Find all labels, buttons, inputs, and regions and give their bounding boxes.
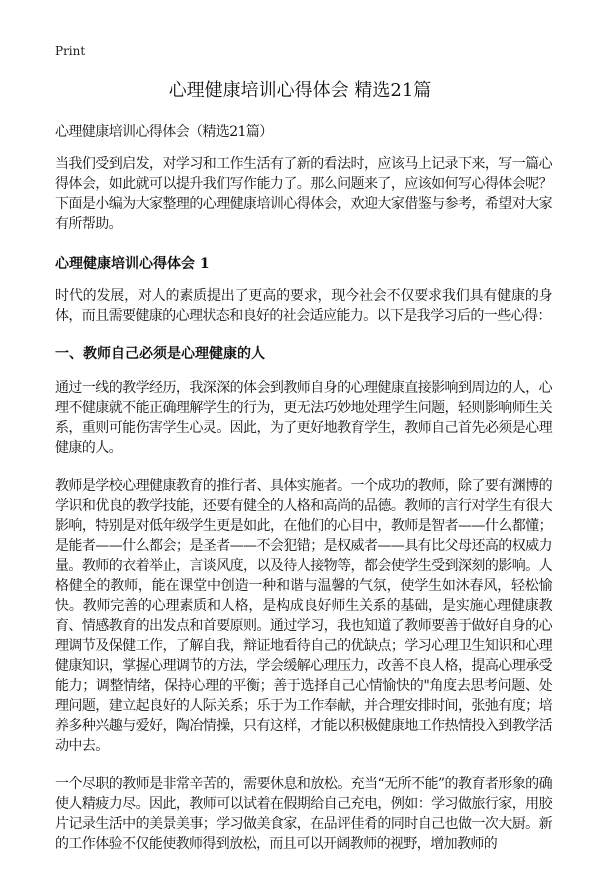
body-paragraph-1: 通过一线的教学经历，我深深的体会到教师自身的心理健康直接影响到周边的人，心理不健康就不能正确理解学生的行为，更无法巧妙地处理学生问题，轻则影响师生关系，重则可能伤害学生心灵。因此，为了更好地教育学生，教师自己首先必须是心理健康的人。	[55, 380, 552, 456]
body-paragraph-2: 教师是学校心理健康教育的推行者、具体实施者。一个成功的教师，除了要有渊博的学识和优良的教学技能，还要有健全的人格和高尚的品德。教师的言行对学生有很大影响，特别是对低年级学生更是如此，在他们的心目中，教师是智者——什么都懂；是能者——什么都会；是圣者——不会犯错；是权威者——具有比父母还高的权威力量。教师的衣着举止，言谈风度，以及待人接物等，都会使学生受到深刻的影响。人格健全的教师，能在课堂中创造一种和谐与温馨的气氛，使学生如沐春风，轻松愉快。教师完善的心理素质和人格，是构成良好师生关系的基础，是实施心理健康教育、情感教育的出发点和首要原则。通过学习，我也知道了教师要善于做好自身的心理调节及保健工作，了解自我，辩证地看待自己的优缺点；学习心理卫生知识和心理健康知识，掌握心理调节的方法，学会缓解心理压力，改善不良人格，提高心理承受能力；调整情绪，保持心理的平衡；善于选择自己心情愉快的"角度去思考问题、处理问题，建立起良好的人际关系；乐于为工作奉献，并合理安排时间，张弛有度；培养多种兴趣与爱好，陶冶情操，只有这样，才能以积极健康地工作热情投入到教学活动中去。	[55, 478, 552, 754]
subsection-heading: 一、教师自己必须是心理健康的人	[55, 346, 265, 362]
body-paragraph-3: 一个尽职的教师是非常辛苦的，需要休息和放松。充当“无所不能”的教育者形象的确使人精疲力尽。因此，教师可以试着在假期给自己充电，例如：学习做旅行家，用胶片记录生活中的美景美事；学习做美食家，在品评佳肴的同时自己也做一次大厨。新的工作体验不仅能使教师得到放松，而且可以开阔教师的视野，增加教师的	[55, 776, 552, 852]
document-title: 心理健康培训心得体会 精选21篇	[168, 80, 432, 101]
document-subtitle: 心理健康培训心得体会（精选21篇）	[55, 124, 273, 140]
print-label: Print	[55, 44, 86, 58]
intro-paragraph: 当我们受到启发，对学习和工作生活有了新的看法时，应该马上记录下来，写一篇心得体会，如此就可以提升我们写作能力了。那么问题来了，应该如何写心得体会呢？下面是小编为大家整理的心理健康培训心得体会，欢迎大家借鉴与参考，希望对大家有所帮助。	[55, 156, 552, 232]
document-body	[55, 122, 552, 872]
section-intro-paragraph: 时代的发展，对人的素质提出了更高的要求，现今社会不仅要求我们具有健康的身体，而且需要健康的心理状态和良好的社会适应能力。以下是我学习后的一些心得：	[55, 288, 552, 324]
section-heading: 心理健康培训心得体会 1	[55, 256, 210, 272]
